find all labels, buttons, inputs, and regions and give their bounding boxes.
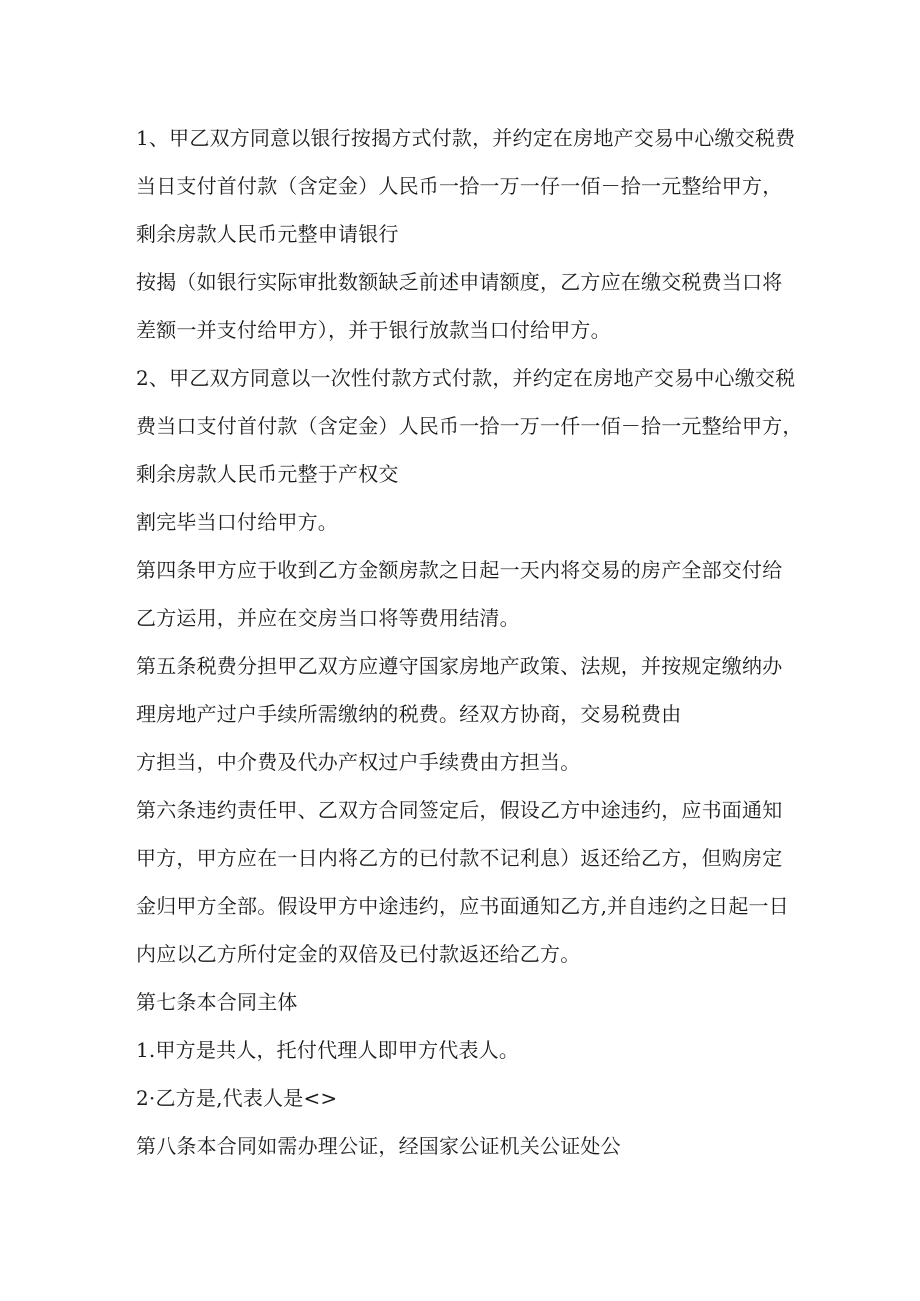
text-line: 第六条违约责任甲、乙双方合同签定后，假设乙方中途违约，应书面通知 — [136, 798, 783, 822]
text-line: 金归甲方全部。假设甲方中途违约，应书面通知乙方,并自违约之日起一日 — [136, 894, 789, 918]
text-line: 内应以乙方所付定金的双倍及已付款返还给乙方。 — [136, 942, 581, 966]
text-line: 第四条甲方应于收到乙方金额房款之日起一天内将交易的房产全部交付给 — [136, 558, 783, 582]
text-line: 差额一并支付给甲方），并于银行放款当口付给甲方。 — [136, 318, 611, 342]
text-line: 1、甲乙双方同意以银行按揭方式付款，并约定在房地产交易中心缴交税费 — [136, 126, 796, 150]
text-line: 第八条本合同如需办理公证，经国家公证机关公证处公 — [136, 1134, 621, 1158]
text-line: 2、甲乙双方同意以一次性付款方式付款，并约定在房地产交易中心缴交税 — [136, 366, 796, 390]
text-line: 剩余房款人民币元整申请银行 — [136, 222, 399, 246]
text-line: 理房地产过户手续所需缴纳的税费。经双方协商，交易税费由 — [136, 702, 682, 726]
text-line: 当日支付首付款（含定金）人民币一拾一万一仔一佰－拾一元整给甲方， — [136, 174, 783, 198]
text-line: 费当口支付首付款（含定金）人民币一拾一万一仟一佰－拾一元整给甲方， — [136, 414, 803, 438]
text-line: 1.甲方是共人，托付代理人即甲方代表人。 — [136, 1038, 520, 1062]
text-line: 乙方运用，并应在交房当口将等费用结清。 — [136, 606, 520, 630]
text-line: 第五条税费分担甲乙双方应遵守国家房地产政策、法规，并按规定缴纳办 — [136, 654, 783, 678]
text-line: 割完毕当口付给甲方。 — [136, 510, 338, 534]
text-line: 第七条本合同主体 — [136, 990, 298, 1014]
text-line: 按揭（如银行实际审批数额缺乏前述申请额度，乙方应在缴交税费当口将 — [136, 270, 783, 294]
text-line: 方担当，中介费及代办产权过户手续费由方担当。 — [136, 750, 581, 774]
text-line: 剩余房款人民币元整于产权交 — [136, 462, 399, 486]
text-line: 甲方，甲方应在一日内将乙方的已付款不记利息）返还给乙方，但购房定 — [136, 846, 783, 870]
text-line: 2·乙方是,代表人是<> — [136, 1086, 338, 1110]
